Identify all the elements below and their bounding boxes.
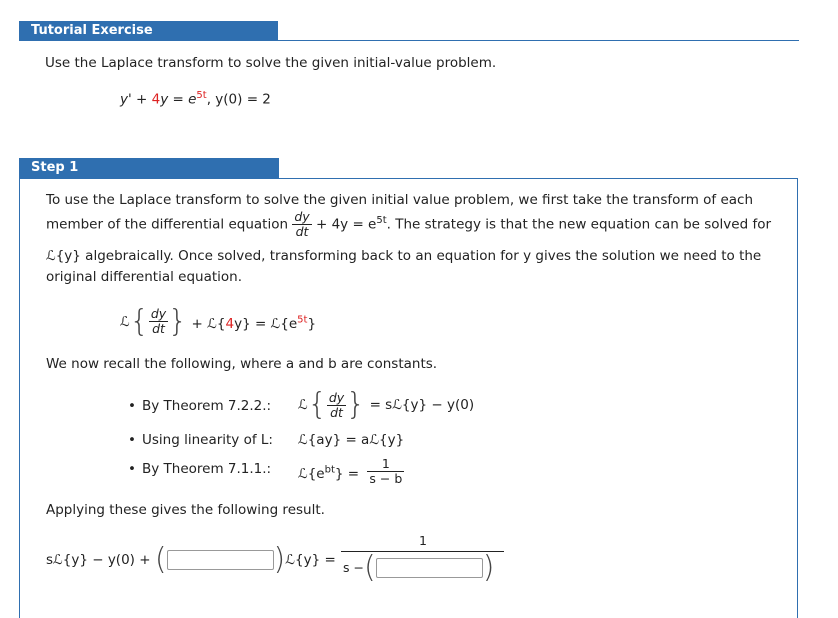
step1-para-line1: To use the Laplace transform to solve the given initial value problem, we first take the transform of each — [46, 192, 754, 208]
problem-equation — [120, 86, 271, 110]
den-paren-close: ) — [482, 550, 495, 585]
eq1-frac-den: dt — [149, 321, 168, 336]
intro-text: Use the Laplace transform to solve the given initial-value problem. — [45, 55, 497, 71]
eq1-dy-dt-fraction — [149, 307, 168, 336]
step1-header: Step 1 — [19, 158, 279, 178]
brace-close: } — [168, 303, 188, 339]
tutorial-header: Tutorial Exercise — [19, 21, 278, 41]
dy-dt-fraction — [292, 210, 311, 239]
b3-fraction — [367, 457, 404, 486]
step1-para-line2 — [46, 210, 771, 239]
eq1-mid: + ℒ{ — [187, 315, 226, 332]
den-paren-open: ( — [363, 550, 376, 585]
para-l2-exp: 5t — [376, 215, 387, 226]
b3-a: ℒ{e — [298, 465, 325, 482]
paren-open: ( — [154, 542, 167, 577]
eq1-coef: 4 — [225, 315, 235, 332]
para-l2-mid: + 4y = e — [311, 216, 377, 233]
bullet2-formula: ℒ{ay} = aℒ{y} — [298, 432, 405, 448]
final-equation — [46, 540, 336, 580]
problem-ic: , y(0) = 2 — [206, 91, 271, 108]
bullet-theorem-722: • By Theorem 7.2.2.: — [142, 398, 271, 414]
paren-close: ) — [273, 542, 286, 577]
final-fraction-den — [343, 550, 494, 586]
b1-brace-close: } — [346, 387, 366, 422]
para-l2-a: member of the differential equation — [46, 216, 289, 233]
eq1-rest: y} = ℒ{e — [234, 315, 298, 332]
final-lhs: sℒ{y} − y(0) + — [46, 552, 155, 568]
tutorial-header-rule — [278, 40, 799, 41]
problem-lhs-a: y' + — [120, 91, 152, 108]
b1-fraction — [327, 391, 346, 420]
b1-frac-den: dt — [327, 405, 346, 420]
frac-den: dt — [292, 224, 311, 239]
problem-exp: 5t — [196, 90, 207, 101]
b3-exp: bt — [324, 464, 335, 475]
para-l2-b: . The strategy is that the new equation can be solved for — [386, 216, 771, 233]
bullet-theorem-711: • By Theorem 7.1.1.: — [142, 461, 271, 477]
bullet-linearity: • Using linearity of L: — [142, 432, 273, 448]
final-fraction-num: 1 — [419, 533, 427, 548]
final-den-text: s − — [343, 560, 364, 575]
recall-text: We now recall the following, where a and b are constants. — [46, 356, 438, 372]
bullet3-formula — [298, 452, 404, 488]
laplace-equation: ℒ{ $\frac{dy}{dt}$ } + ℒ{4y} = $ℒ\{e^{5t}\}$ — [120, 303, 317, 339]
bullet1-formula: ℒ{ $\frac{dy}{dt}$ } = sℒ{y} − y(0) — [298, 387, 475, 422]
frac-num: dy — [294, 209, 310, 224]
brace-open: { — [129, 303, 149, 339]
b1-rhs: = sℒ{y} − y(0) — [369, 397, 475, 413]
step1-para-line4: original differential equation. — [46, 269, 243, 285]
answer-input-1[interactable] — [167, 550, 274, 570]
eq1-close: } — [307, 315, 317, 332]
apply-text: Applying these gives the following result. — [46, 502, 325, 518]
b3-frac-den: s − b — [369, 471, 403, 487]
problem-lhs-b: y = e — [160, 91, 197, 108]
eq1-frac-num: dy — [150, 306, 167, 322]
b1-frac-num: dy — [328, 389, 345, 405]
eq1-exp: 5t — [297, 314, 308, 325]
final-mid: ℒ{y} = — [285, 552, 336, 568]
answer-input-2[interactable] — [376, 558, 483, 578]
step1-para-line3: ℒ{y} algebraically. Once solved, transforming back to an equation for y gives the solution we need to the — [46, 248, 762, 264]
problem-coef: 4 — [151, 91, 161, 108]
b3-frac-num: 1 — [381, 456, 390, 472]
b1-brace-open: { — [307, 387, 327, 422]
b3-b: } = — [334, 465, 360, 482]
